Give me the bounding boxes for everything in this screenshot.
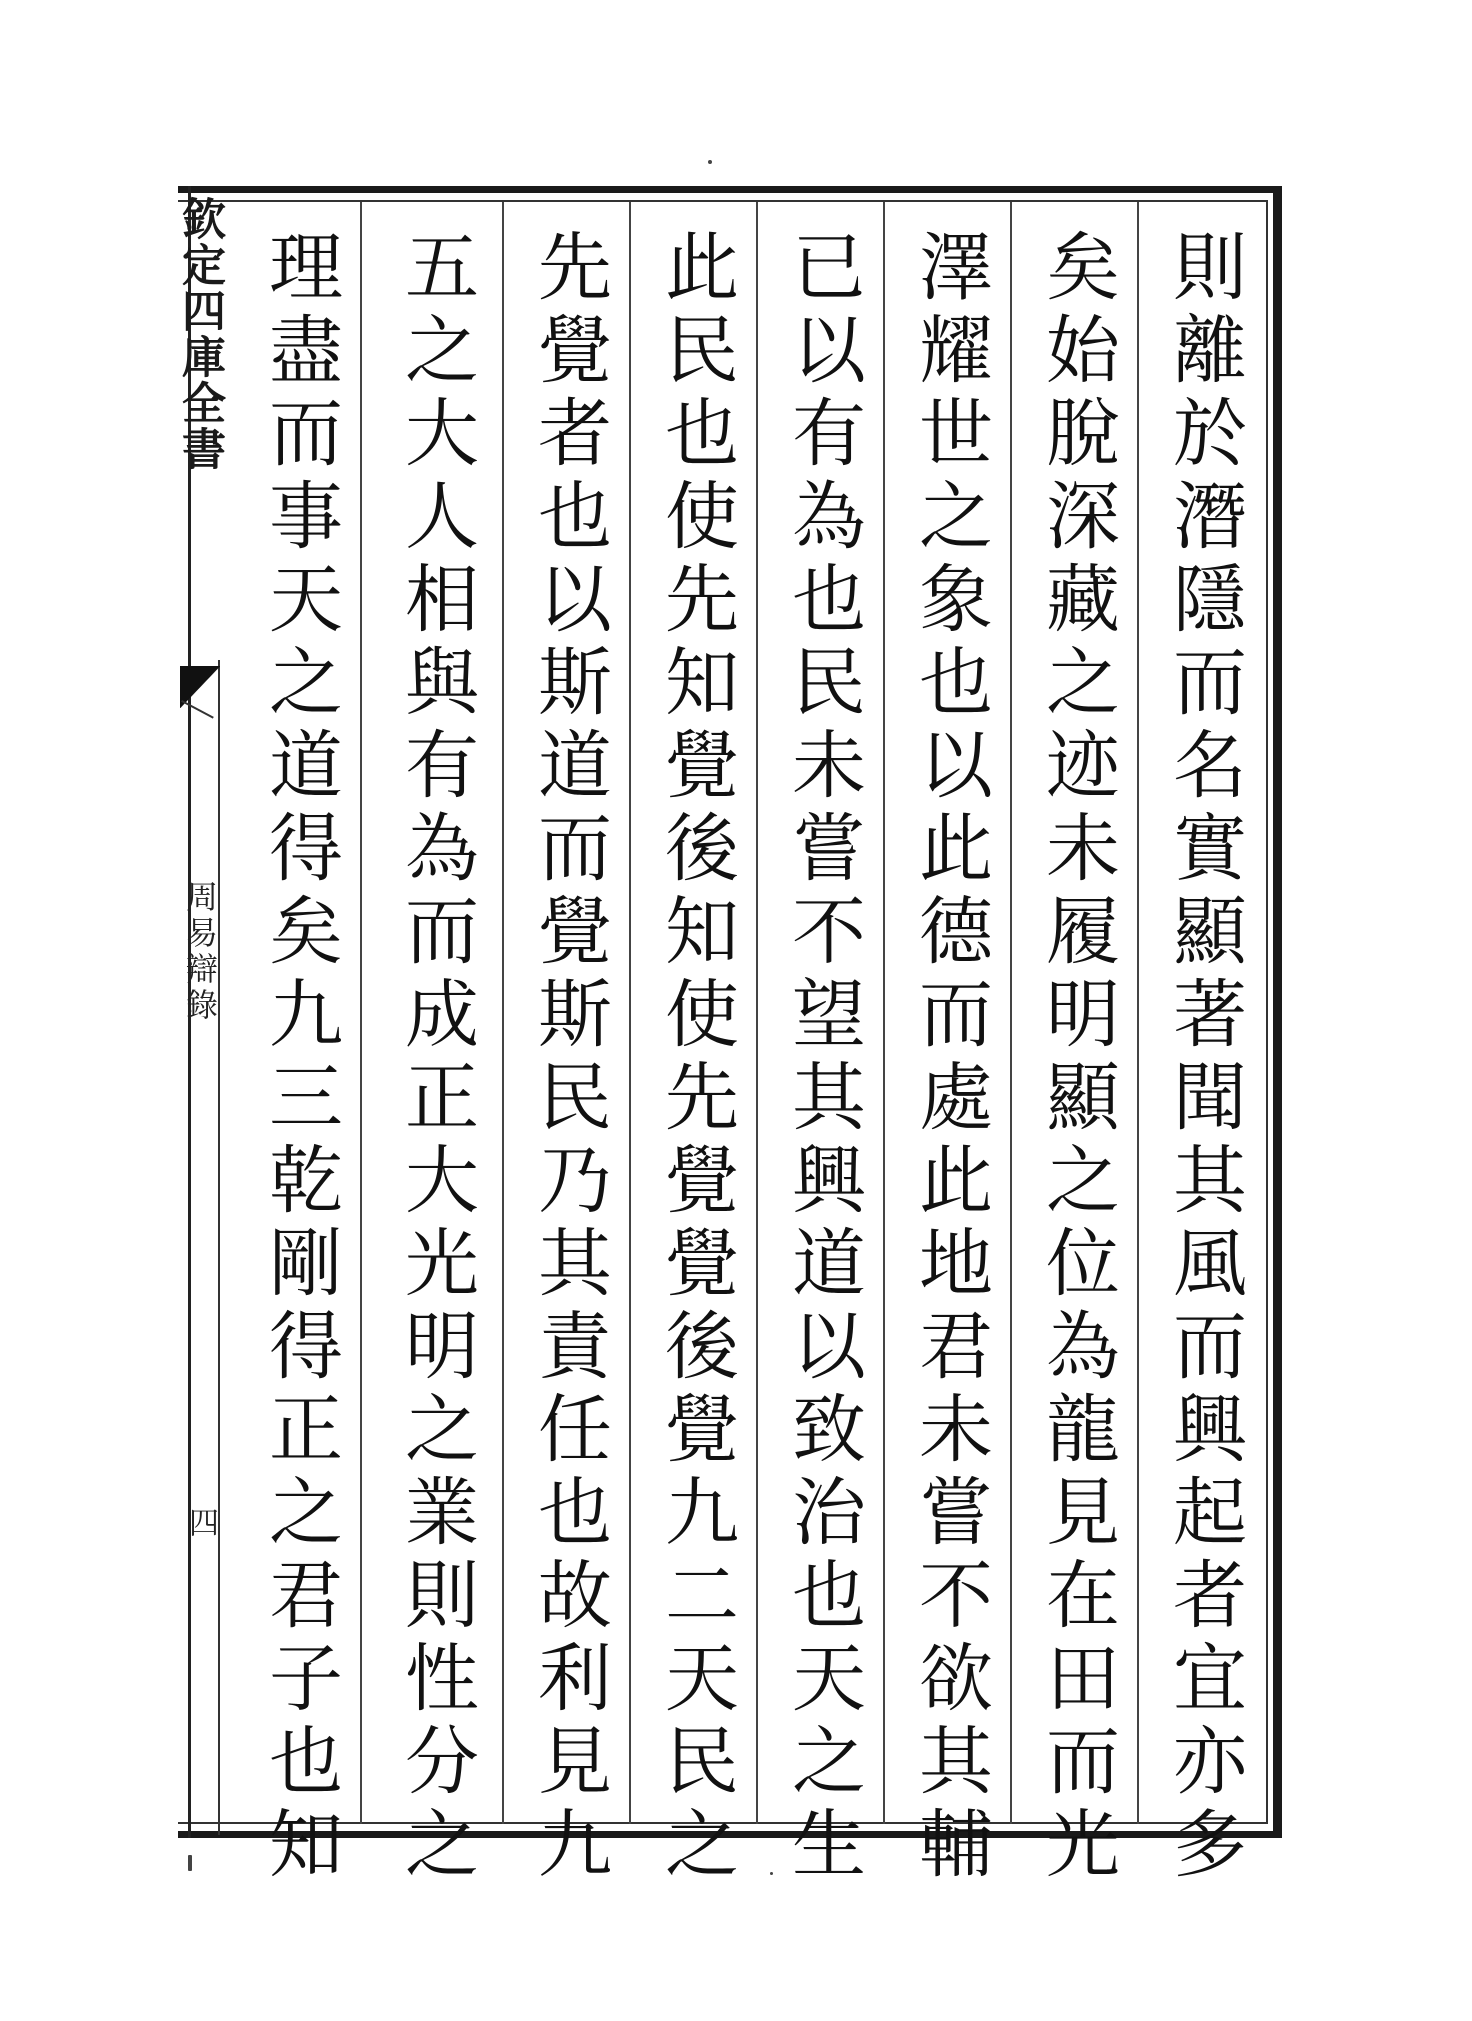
scan-speck [770, 1872, 773, 1875]
text-column-5: 此民也使先知覺後知使先覺覺後覺九二天民之 [653, 228, 739, 1888]
text-column-6: 先覺者也以斯道而覺斯民乃其責任也故利見九 [526, 228, 612, 1888]
text-column-7: 五之大人相與有為而成正大光明之業則性分之 [393, 228, 479, 1888]
column-separator [883, 202, 885, 1824]
text-column-1: 則離於潛隱而名實顯著聞其風而興起者宜亦多 [1161, 228, 1247, 1888]
text-column-4: 已以有為也民未嘗不望其興道以致治也天之生 [780, 228, 866, 1888]
text-column-3: 澤耀世之象也以此德而處此地君未嘗不欲其輔 [907, 228, 993, 1888]
scan-speck [708, 160, 712, 164]
text-column-2: 矣始脫深藏之迹未履明顯之位為龍見在田而光 [1034, 228, 1120, 1888]
book-title: 周易辯錄 [181, 880, 219, 1024]
column-separator [1010, 202, 1012, 1824]
column-separator [629, 202, 631, 1824]
column-separator [1137, 202, 1139, 1824]
scan-speck [188, 1855, 192, 1871]
column-separator [360, 202, 362, 1824]
collection-title: 欽定四庫全書 [174, 196, 225, 472]
page-number: 四 [183, 1507, 218, 1537]
spine-rule-right [218, 660, 220, 1835]
column-separator [756, 202, 758, 1824]
column-separator [502, 202, 504, 1824]
text-column-8: 理盡而事天之道得矣九三乾剛得正之君子也知 [257, 228, 343, 1888]
